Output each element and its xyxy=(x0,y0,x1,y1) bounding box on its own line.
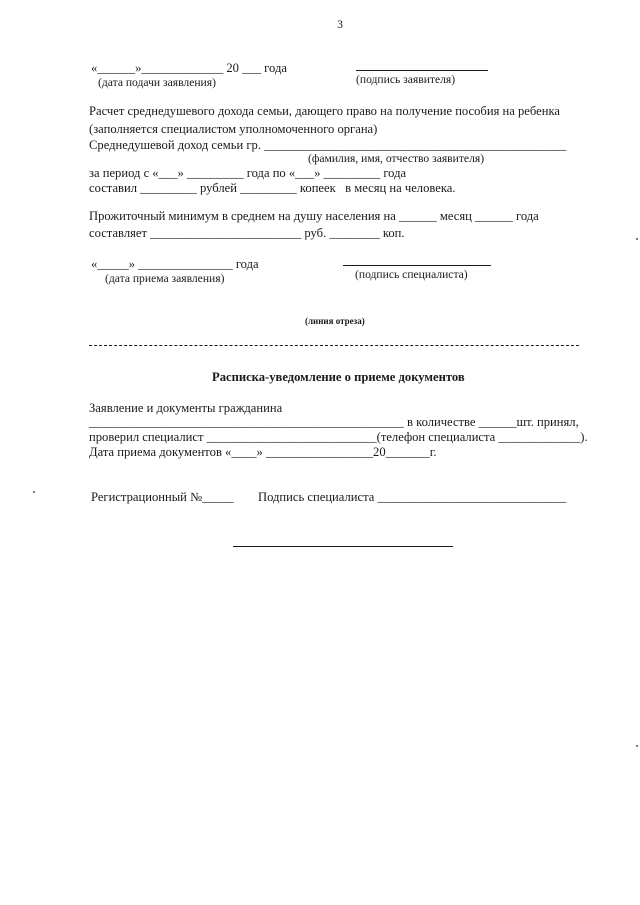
income-calc-note: (заполняется специалистом уполномоченного органа) xyxy=(89,122,378,136)
applicant-name-caption: (фамилия, имя, отчество заявителя) xyxy=(308,152,485,165)
applicant-signature-caption: (подпись заявителя) xyxy=(356,73,456,86)
period-line: за период с «___» _________ года по «___» _________ года xyxy=(89,166,407,180)
registration-number: Регистрационный №_____ xyxy=(91,490,234,504)
income-calc-title: Расчет среднедушевого дохода семьи, дающего право на получение пособия на ребенка xyxy=(89,104,560,118)
closing-rule xyxy=(233,546,453,547)
specialist-signature-line xyxy=(343,265,491,266)
application-date-line: «______»_____________ 20 ___ года xyxy=(91,61,287,75)
receipt-quantity-line: __________________________________________________ в количестве ______шт. принял, xyxy=(89,415,579,429)
amount-line: составил _________ рублей _________ копеек в месяц на человека. xyxy=(89,181,456,195)
applicant-signature-line xyxy=(356,70,488,71)
receipt-applicant-line: Заявление и документы гражданина xyxy=(89,401,283,415)
receipt-checked-line: проверил специалист ___________________________(телефон специалиста _____________). xyxy=(89,430,588,444)
receipt-date-line: Дата приема документов «____» _________________20_______г. xyxy=(89,445,437,459)
scan-speck xyxy=(33,491,35,493)
specialist-signature-caption: (подпись специалиста) xyxy=(355,268,468,281)
cut-line xyxy=(89,345,579,346)
scan-speck xyxy=(636,745,638,747)
cut-line-label: (линия отреза) xyxy=(305,316,365,326)
specialist-signature-field: Подпись специалиста ______________________________ xyxy=(258,490,567,504)
receipt-title: Расписка-уведомление о приеме документов xyxy=(212,370,465,384)
acceptance-date-line: «_____» _______________ года xyxy=(91,257,259,271)
avg-income-line: Среднедушевой доход семьи гр. ________________________________________________ xyxy=(89,138,567,152)
subsistence-amount-line: составляет ________________________ руб. ________ коп. xyxy=(89,226,405,240)
page-number: 3 xyxy=(337,18,343,31)
scan-speck xyxy=(636,238,638,240)
subsistence-line: Прожиточный минимум в среднем на душу населения на ______ месяц ______ года xyxy=(89,209,539,223)
application-date-caption: (дата подачи заявления) xyxy=(98,76,216,89)
acceptance-date-caption: (дата приема заявления) xyxy=(105,272,225,285)
